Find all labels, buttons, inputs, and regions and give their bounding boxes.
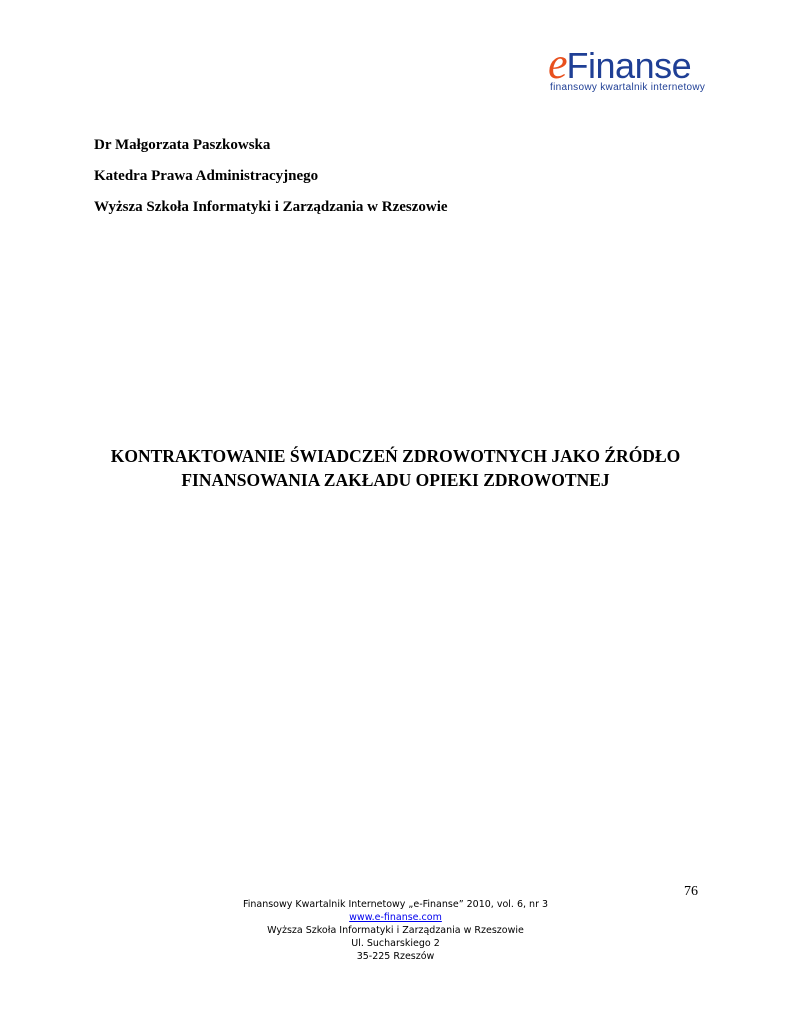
page-number: 76 (684, 884, 698, 899)
footer-journal: Finansowy Kwartalnik Internetowy „e-Finanse” 2010, vol. 6, nr 3 (242, 899, 549, 910)
logo-name: Finanse (566, 45, 692, 86)
footer-publisher: Wyższa Szkoła Informatyki i Zarządzania w Rzeszowie (267, 925, 524, 936)
logo-e-letter: e (548, 39, 567, 88)
footer-street: Ul. Sucharskiego 2 (351, 938, 440, 949)
logo-tagline: finansowy kwartalnik internetowy (550, 82, 706, 93)
author-name: Dr Małgorzata Paszkowska (94, 137, 271, 153)
article-title (60, 444, 731, 492)
logo-wordmark (548, 39, 692, 88)
title-line-1: KONTRAKTOWANIE ŚWIADCZEŃ ZDROWOTNYCH JAKO ŹRÓDŁO (110, 446, 681, 466)
title-line-2: FINANSOWANIA ZAKŁADU OPIEKI ZDROWOTNEJ (181, 470, 610, 490)
page-footer (200, 898, 591, 963)
footer-city: 35-225 Rzeszów (356, 951, 435, 962)
efinanse-logo (548, 39, 708, 98)
footer-website-link[interactable]: www.e-finanse.com (349, 912, 442, 923)
author-institution: Wyższa Szkoła Informatyki i Zarządzania w Rzeszowie (94, 199, 448, 215)
author-block (94, 130, 448, 223)
author-department: Katedra Prawa Administracyjnego (94, 168, 319, 184)
